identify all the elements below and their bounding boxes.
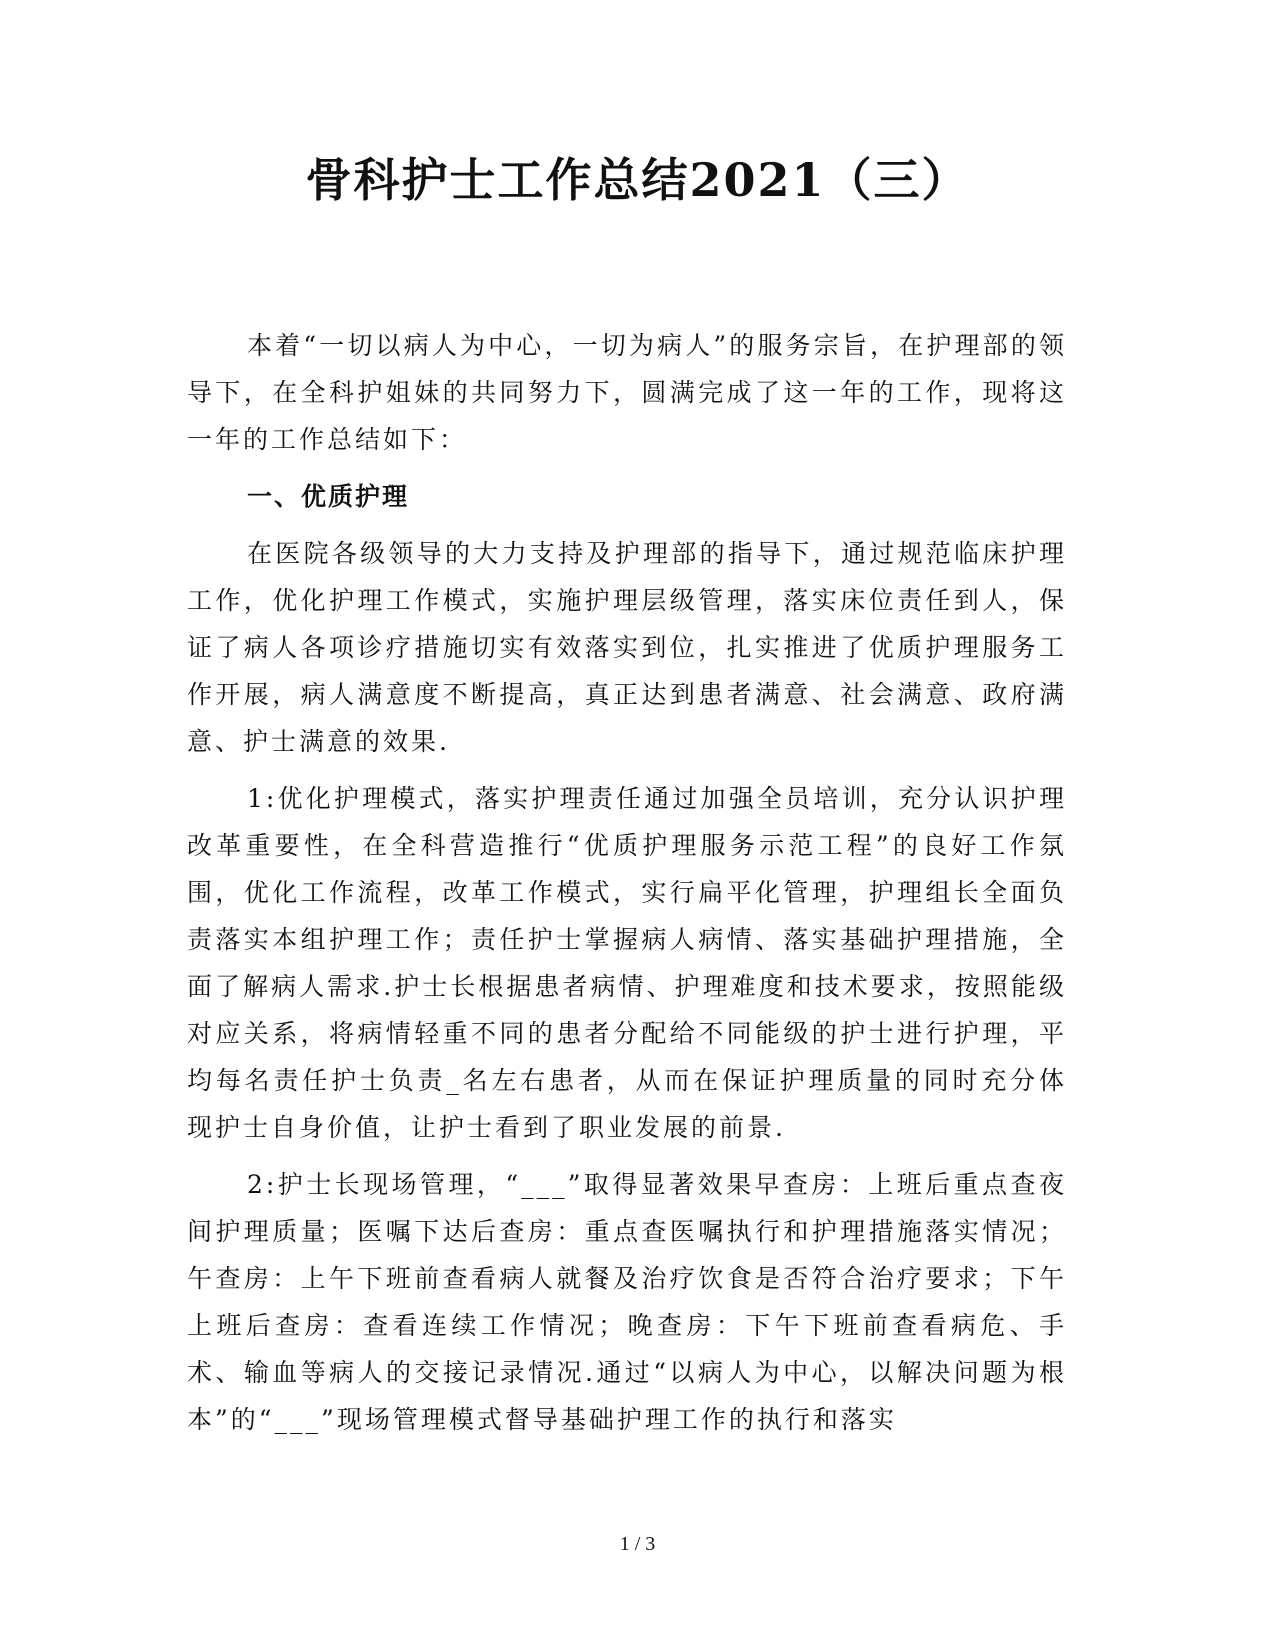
page-number: 1 / 3: [619, 1533, 656, 1555]
document-title: 骨科护士工作总结2021（三）: [305, 153, 970, 207]
item-1-paragraph: 1:优化护理模式，落实护理责任通过加强全员培训，充分认识护理改革重要性，在全科营造推行“优质护理服务示范工程”的良好工作氛围，优化工作流程，改革工作模式，实行扁平化管理，护理组长全面负责落实本组护理工作；责任护士掌握病人病情、落实基础护理措施，全面了解病人需求.护士长根据患者病情、护理难度和技术要求，按照能级对应关系，将病情轻重不同的患者分配给不同能级的护士进行护理，平均每名责任护士负责_名左右患者，从而在保证护理质量的同时充分体现护士自身价值，让护士看到了职业发展的前景.: [187, 784, 1067, 1142]
intro-paragraph: 本着“一切以病人为中心，一切为病人”的服务宗旨，在护理部的领导下，在全科护姐妹的共同努力下，圆满完成了这一年的工作，现将这一年的工作总结如下：: [187, 331, 1067, 454]
quality-care-paragraph: 在医院各级领导的大力支持及护理部的指导下，通过规范临床护理工作，优化护理工作模式，实施护理层级管理，落实床位责任到人，保证了病人各项诊疗措施切实有效落实到位，扎实推进了优质护理服务工作开展，病人满意度不断提高，真正达到患者满意、社会满意、政府满意、护士满意的效果.: [187, 539, 1067, 756]
item-2-paragraph: 2:护士长现场管理，“___”取得显著效果早查房：上班后重点查夜间护理质量；医嘱下达后查房：重点查医嘱执行和护理措施落实情况；午查房：上午下班前查看病人就餐及治疗饮食是否符合治疗要求；下午上班后查房：查看连续工作情况；晚查房：下午下班前查看病危、手术、输血等病人的交接记录情况.通过“以病人为中心，以解决问题为根本”的“___”现场管理模式督导基础护理工作的执行和落实: [187, 1170, 1067, 1434]
document-body: [187, 322, 1067, 1453]
section-heading: 一、优质护理: [247, 482, 410, 511]
